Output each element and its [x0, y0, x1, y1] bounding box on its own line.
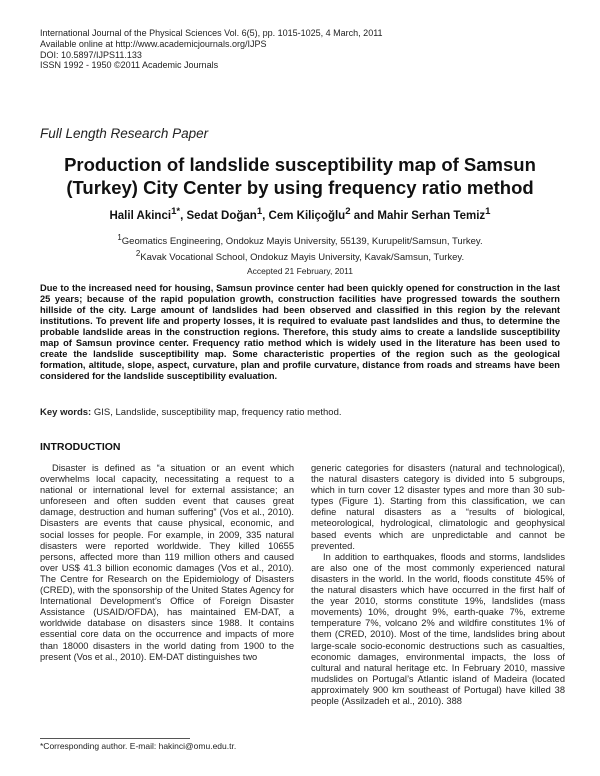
affiliation-2-text: Kavak Vocational School, Ondokuz Mayis University, Kavak/Samsun, Turkey.	[140, 252, 465, 264]
keywords-text: GIS, Landslide, susceptibility map, frequency ratio method.	[91, 407, 342, 418]
author-4: and Mahir Serhan Temiz	[350, 209, 486, 222]
authors	[40, 206, 560, 222]
right-column	[311, 463, 565, 707]
footnote: *Corresponding author. E-mail: hakinci@omu.edu.tr.	[40, 741, 237, 751]
author-4-sup: 1	[485, 206, 491, 217]
abstract: Due to the increased need for housing, Samsun province center had been quickly opened for construction in the last 25 years; because of the rapid population growth, construction facilities have progressed towards the southern hillside of the city. Large amount of landslides had been observed and classified in this region by the relevant institutions. To prevent life and property losses, it is required to evaluate past landslides and thus, to determine the probable landslide areas in the construction regions. Therefore, this study aims to create a landslide susceptibility map of Samsun province center. Frequency ratio method which is widely used in the literature has been used to create the landslide susceptibility map. Some characteristic properties of the region such as the geological formation, altitude, slope, aspect, curvature, plan and profile curvature, distance from roads and streams have been considered for the landslide susceptibility evaluation.	[40, 283, 560, 381]
journal-url: Available online at http://www.academicjournals.org/IJPS	[40, 38, 267, 49]
right-paragraph-2: In addition to earthquakes, floods and storms, landslides are also one of the most commonly experienced natural disasters in the world. In the world, floods constitute 45% of the natural disasters which have occurred in the first half of the year 2010, storms constitute 19%, landslides (mass movements) 10%, drought 9%, earth-quake 7%, extreme temperature 7%, volcano 2% and wildfire constitutes 1% of them (CRED, 2010). Most of the time, landslides bring about large-scale socio-economic destructions such as casualties, economic damages, environmental impacts, the loss of cultural and natural heritage etc. In February 2010, massive mudslides on Portugal’s Atlantic island of Madeira (located approximately 900 km southeast of Portugal) have killed 38 people (Assilzadeh et al., 2010). 388	[311, 551, 565, 706]
right-paragraph-1: generic categories for disasters (natural and technological), the natural disasters category is divided into 5 subgroups, which in turn cover 12 disaster types and more than 30 sub-types (Figure 1). Starting from this classification, we can define natural disasters as a “results of biological, meteorological, hydrological, climatologic and geophysical based events which are unpredictable and cannot be prevented.	[311, 463, 565, 551]
author-2-sup: 1	[256, 206, 263, 217]
affiliation-1-text: Geomatics Engineering, Ondokuz Mayis University, 55139, Kurupelit/Samsun, Turkey.	[121, 236, 483, 248]
author-2: , Sedat Doğan	[180, 209, 257, 222]
keywords-label: Key words:	[40, 407, 92, 418]
paper-title	[40, 153, 560, 199]
left-column	[40, 463, 294, 663]
author-1: Halil Akinci	[109, 209, 172, 222]
affiliations	[40, 232, 560, 264]
affiliation-1-sup: 1	[117, 233, 122, 242]
journal-header	[40, 28, 383, 71]
author-1-sup: 1*	[171, 206, 181, 217]
issn: ISSN 1992 - 1950 ©2011 Academic Journals	[40, 60, 219, 71]
journal-citation: International Journal of the Physical Sciences Vol. 6(5), pp. 1015-1025, 4 March, 2011	[40, 28, 383, 38]
affiliation-2-sup: 2	[135, 249, 141, 259]
title-line-1: Production of landslide susceptibility map of Samsun	[64, 154, 536, 175]
accepted-date: Accepted 21 February, 2011	[246, 266, 353, 276]
paper-type: Full Length Research Paper	[40, 126, 209, 141]
doi: DOI: 10.5897/IJPS11.133	[40, 49, 142, 60]
author-3-sup: 2	[345, 206, 351, 217]
keywords	[40, 407, 560, 418]
title-line-2: (Turkey) City Center by using frequency ratio method	[66, 177, 534, 198]
left-paragraph-1: Disaster is defined as “a situation or an event which overwhelms local capacity, necessitating a request to a national or international level for external assistance; an unforeseen and often sudden event that causes great damage, destruction and human suffering” (Vos et al., 2010). Disasters are events that cause physical, economic, and social losses for people. For example, in 2009, 335 natural disasters were reported worldwide. They killed 10655 persons, affected more than 119 million others and caused over US$ 41.3 billion economic damages (Vos et al., 2010). The Centre for Research on the Epidemiology of Disasters (CRED), with the sponsorship of the United States Agency for International Development’s Office of Foreign Disaster Assistance (USAID/OFDA), has maintained EM-DAT, a worldwide database on disasters since 1988. It contains essential core data on the occurrence and impacts of more than 18000 disasters in the world dating from 1900 to the present (Vos et al., 2010). EM-DAT distinguishes two	[40, 463, 294, 662]
section-heading: INTRODUCTION	[40, 441, 121, 453]
affiliation-2	[40, 248, 560, 264]
author-3: , Cem Kiliçoğlu	[262, 209, 346, 222]
footnote-rule	[40, 738, 190, 739]
affiliation-1	[40, 232, 560, 248]
